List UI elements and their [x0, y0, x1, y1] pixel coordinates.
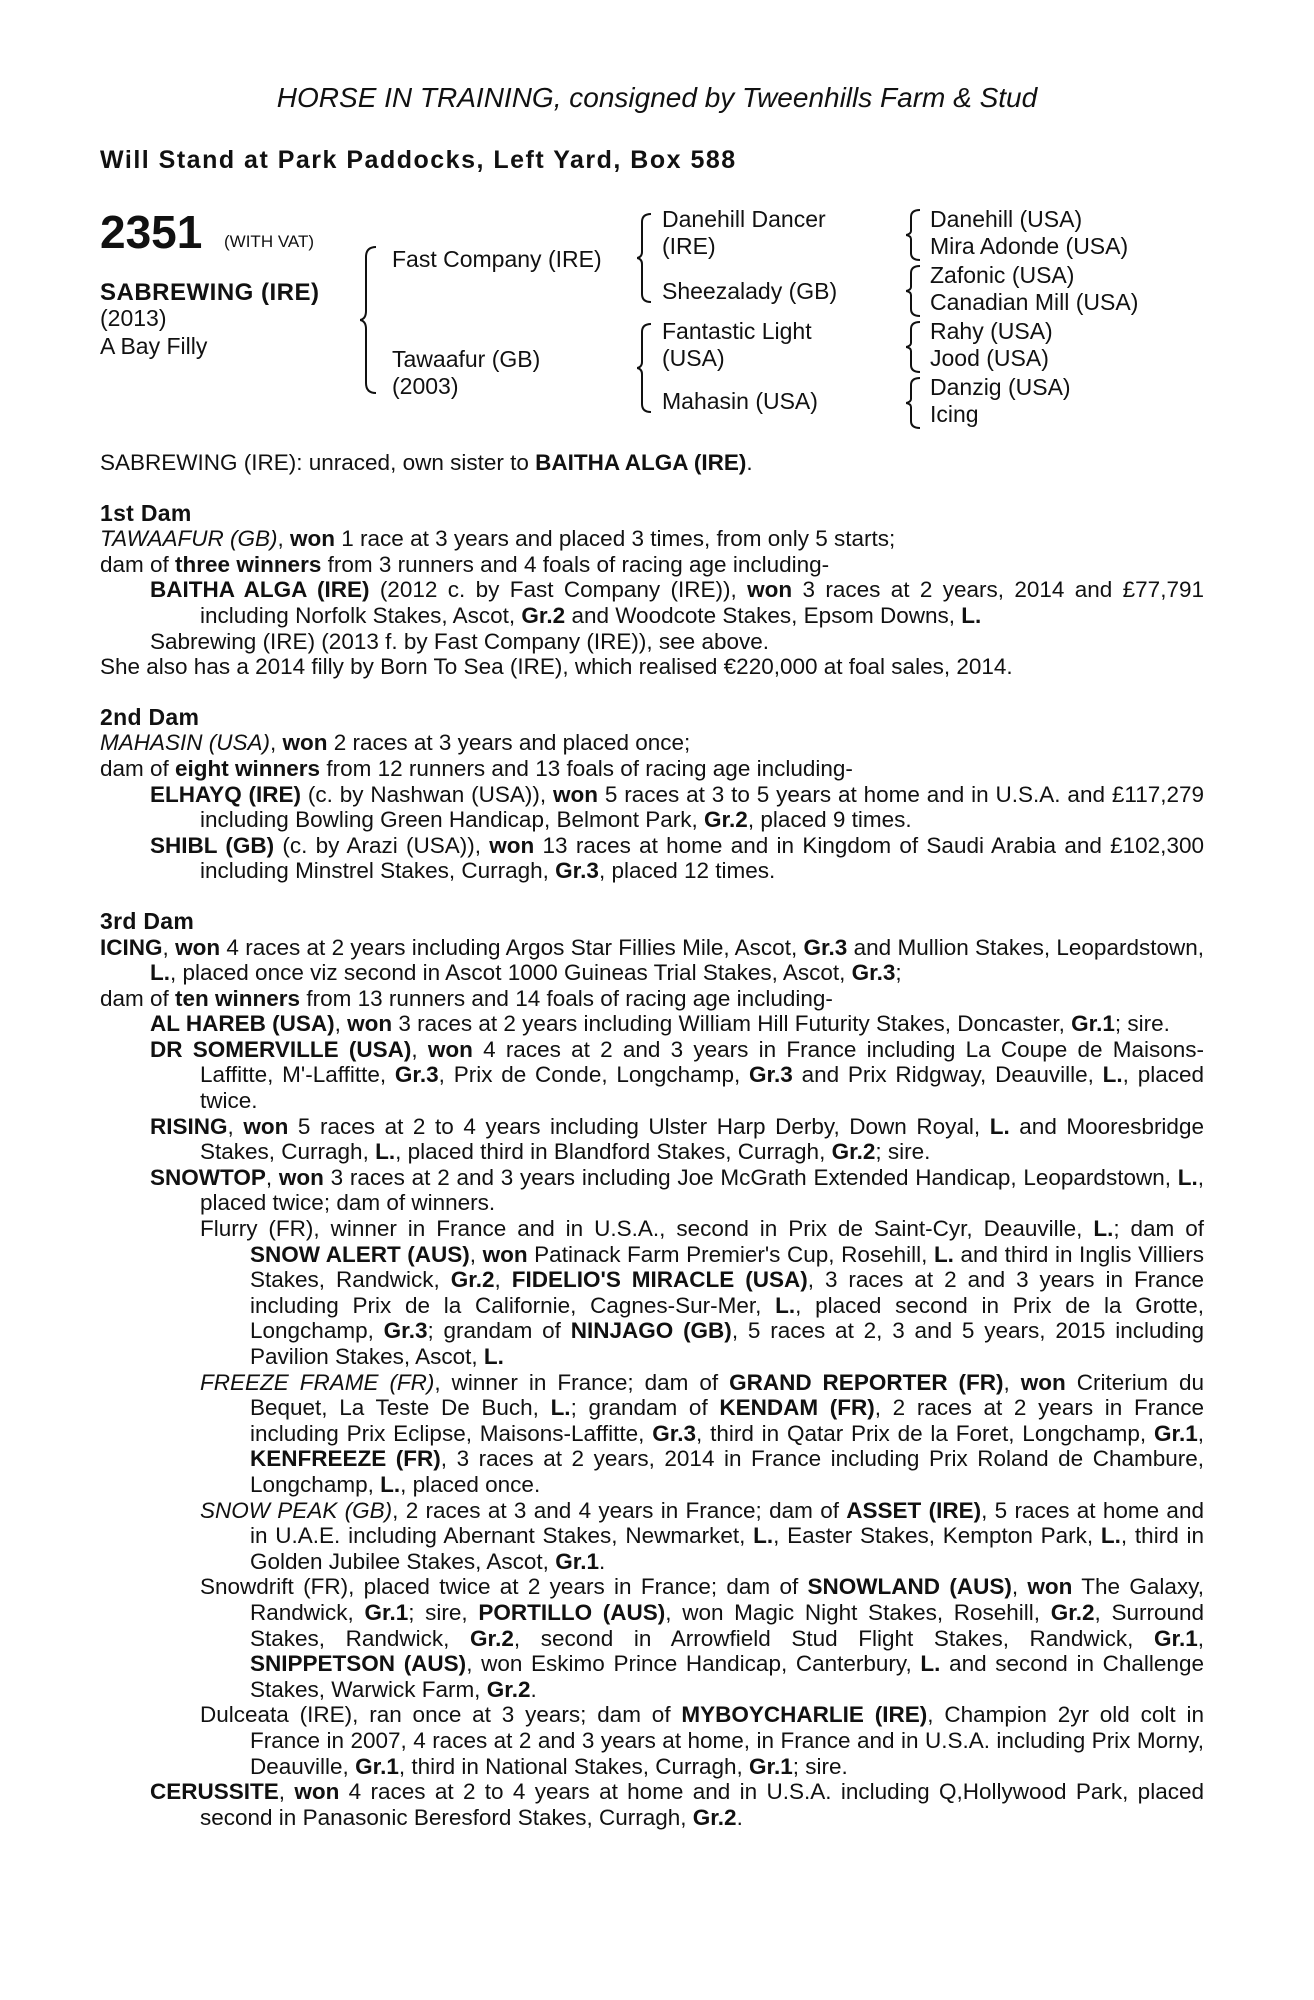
- pedigree-sire-dam: Sheezalady (GB): [662, 278, 838, 304]
- dam3-progeny: CERUSSITE, won 4 races at 2 to 4 years at home and in U.S.A. including Q,Hollywood Park, placed second in Panasonic Beresford Stakes, Curragh, Gr.2.: [150, 1779, 1204, 1830]
- dam2-record: MAHASIN (USA), won 2 races at 3 years and placed once;: [100, 730, 691, 756]
- dam3-grand-progeny: Flurry (FR), winner in France and in U.S.A., second in Prix de Saint-Cyr, Deauville, L.; dam of SNOW ALERT (AUS), won Patinack Farm Premier's Cup, Rosehill, L. and third in Inglis Villiers Stakes, Randwick, Gr.2, FIDELIO'S MIRACLE (USA), 3 races at 2 and 3 years in France including Prix de la Californie, Cagnes-Sur-Mer, L., placed second in Prix de la Grotte, Longchamp, Gr.3; grandam of NINJAGO (GB), 5 races at 2, 3 and 5 years, 2015 including Pavilion Stakes, Ascot, L.: [200, 1216, 1205, 1369]
- dam3-progeny: AL HAREB (USA), won 3 races at 2 years including William Hill Futurity Stakes, Doncaster, Gr.1; sire.: [150, 1011, 1170, 1037]
- pedigree-gg-8: Icing: [930, 401, 979, 427]
- dam3-grand-progeny: FREEZE FRAME (FR), winner in France; dam of GRAND REPORTER (FR), won Criterium du Bequet, La Teste De Buch, L.; grandam of KENDAM (FR), 2 races at 2 years in France including Prix Eclipse, Maisons-Laffitte, Gr.3, third in Qatar Prix de la Foret, Longchamp, Gr.1, KENFREEZE (FR), 3 races at 2 years, 2014 in France including Prix Roland de Chambure, Longchamp, L., placed once.: [200, 1369, 1204, 1497]
- dam2-produce-intro: dam of eight winners from 12 runners and 13 foals of racing age including-: [100, 755, 853, 781]
- pedigree-gg-4: Canadian Mill (USA): [930, 289, 1139, 315]
- catalogue-header: HORSE IN TRAINING, consigned by Tweenhills Farm & Stud: [276, 82, 1038, 113]
- pedigree-sire-sire: Danehill Dancer (IRE): [662, 206, 826, 259]
- pedigree-gg-2: Mira Adonde (USA): [930, 233, 1129, 259]
- pedigree-bracket-gs4: [906, 376, 924, 430]
- pedigree-bracket-main: [360, 245, 384, 395]
- pedigree-dam-dam: Mahasin (USA): [662, 388, 818, 414]
- dam3-heading: 3rd Dam: [100, 907, 195, 934]
- dam3-progeny: RISING, won 5 races at 2 to 4 years including Ulster Harp Derby, Down Royal, L. and Mooresbridge Stakes, Curragh, L., placed third in Blandford Stakes, Curragh, Gr.2; sire.: [150, 1113, 1204, 1165]
- pedigree-bracket-gs2: [906, 264, 924, 318]
- lot-number: 2351: [100, 206, 203, 258]
- intro-line: SABREWING (IRE): unraced, own sister to BAITHA ALGA (IRE).: [100, 450, 753, 475]
- dam3-grand-progeny: SNOW PEAK (GB), 2 races at 3 and 4 years in France; dam of ASSET (IRE), 5 races at home and in U.A.E. including Abernant Stakes, Newmarket, L., Easter Stakes, Kempton Park, L., third in Golden Jubilee Stakes, Ascot, Gr.1.: [200, 1497, 1204, 1574]
- dam1-produce-intro: dam of three winners from 3 runners and 4 foals of racing age including-: [100, 551, 830, 577]
- pedigree-gg-7: Danzig (USA): [930, 374, 1071, 400]
- horse-year: (2013): [100, 305, 167, 331]
- pedigree-bracket-gs3: [906, 320, 924, 374]
- dam3-grand-progeny: Snowdrift (FR), placed twice at 2 years in France; dam of SNOWLAND (AUS), won The Galaxy, Randwick, Gr.1; sire, PORTILLO (AUS), won Magic Night Stakes, Rosehill, Gr.2, Surround Stakes, Randwick, Gr.2, second in Arrowfield Stud Flight Stakes, Randwick, Gr.1, SNIPPETSON (AUS), won Eskimo Prince Handicap, Canterbury, L. and second in Challenge Stakes, Warwick Farm, Gr.2.: [200, 1574, 1205, 1702]
- vat-note: (WITH VAT): [224, 232, 315, 251]
- dam3-grand-progeny: Dulceata (IRE), ran once at 3 years; dam of MYBOYCHARLIE (IRE), Champion 2yr old colt in France in 2007, 4 races at 2 and 3 years at home, in France and in U.S.A. including Prix Morny, Deauville, Gr.1, third in National Stakes, Curragh, Gr.1; sire.: [200, 1702, 1204, 1779]
- dam1-heading: 1st Dam: [100, 499, 192, 526]
- dam1-progeny: BAITHA ALGA (IRE) (2012 c. by Fast Company (IRE)), won 3 races at 2 years, 2014 and £77,791 including Norfolk Stakes, Ascot, Gr.2 and Woodcote Stakes, Epsom Downs, L.: [150, 577, 1204, 628]
- dam1-record: TAWAAFUR (GB), won 1 race at 3 years and placed 3 times, from only 5 starts;: [100, 526, 896, 552]
- stand-location: Will Stand at Park Paddocks, Left Yard, Box 588: [100, 146, 737, 174]
- pedigree-dam-sire: Fantastic Light (USA): [662, 318, 812, 371]
- dam1-note: She also has a 2014 filly by Born To Sea (IRE), which realised €220,000 at foal sales, 2014.: [100, 654, 1013, 680]
- catalogue-body: [100, 450, 1204, 1830]
- dam3-produce-intro: dam of ten winners from 13 runners and 14 foals of racing age including-: [100, 985, 833, 1011]
- pedigree-gg-3: Zafonic (USA): [930, 262, 1075, 288]
- dam1-progeny: Sabrewing (IRE) (2013 f. by Fast Company (IRE)), see above.: [150, 628, 770, 654]
- pedigree-gg-1: Danehill (USA): [930, 206, 1083, 232]
- dam2-progeny: SHIBL (GB) (c. by Arazi (USA)), won 13 races at home and in Kingdom of Saudi Arabia and £102,300 including Minstrel Stakes, Curragh, Gr.3, placed 12 times.: [150, 832, 1204, 884]
- horse-description: A Bay Filly: [100, 333, 208, 359]
- dam3-progeny: DR SOMERVILLE (USA), won 4 races at 2 and 3 years in France including La Coupe de Maisons-Laffitte, M'-Laffitte, Gr.3, Prix de Conde, Longchamp, Gr.3 and Prix Ridgway, Deauville, L., placed twice.: [150, 1036, 1204, 1114]
- dam2-progeny: ELHAYQ (IRE) (c. by Nashwan (USA)), won 5 races at 3 to 5 years at home and in U.S.A. and £117,279 including Bowling Green Handicap, Belmont Park, Gr.2, placed 9 times.: [150, 781, 1205, 833]
- pedigree-bracket-dam: [637, 322, 657, 414]
- dam2-heading: 2nd Dam: [100, 703, 200, 730]
- pedigree-gg-5: Rahy (USA): [930, 318, 1053, 344]
- pedigree-bracket-gs1: [906, 208, 924, 262]
- horse-name: SABREWING (IRE): [100, 279, 320, 306]
- dam3-record: ICING, won 4 races at 2 years including Argos Star Fillies Mile, Ascot, Gr.3 and Mullion Stakes, Leopardstown, L., placed once viz second in Ascot 1000 Guineas Trial Stakes, Ascot, Gr.3;: [100, 934, 1204, 986]
- pedigree-dam: Tawaafur (GB) (2003): [392, 346, 541, 399]
- dam3-progeny: SNOWTOP, won 3 races at 2 and 3 years including Joe McGrath Extended Handicap, Leopardstown, L., placed twice; dam of winners.: [150, 1164, 1204, 1216]
- pedigree-sire: Fast Company (IRE): [392, 246, 602, 272]
- pedigree-gg-6: Jood (USA): [930, 345, 1049, 371]
- pedigree-bracket-sire: [637, 212, 657, 304]
